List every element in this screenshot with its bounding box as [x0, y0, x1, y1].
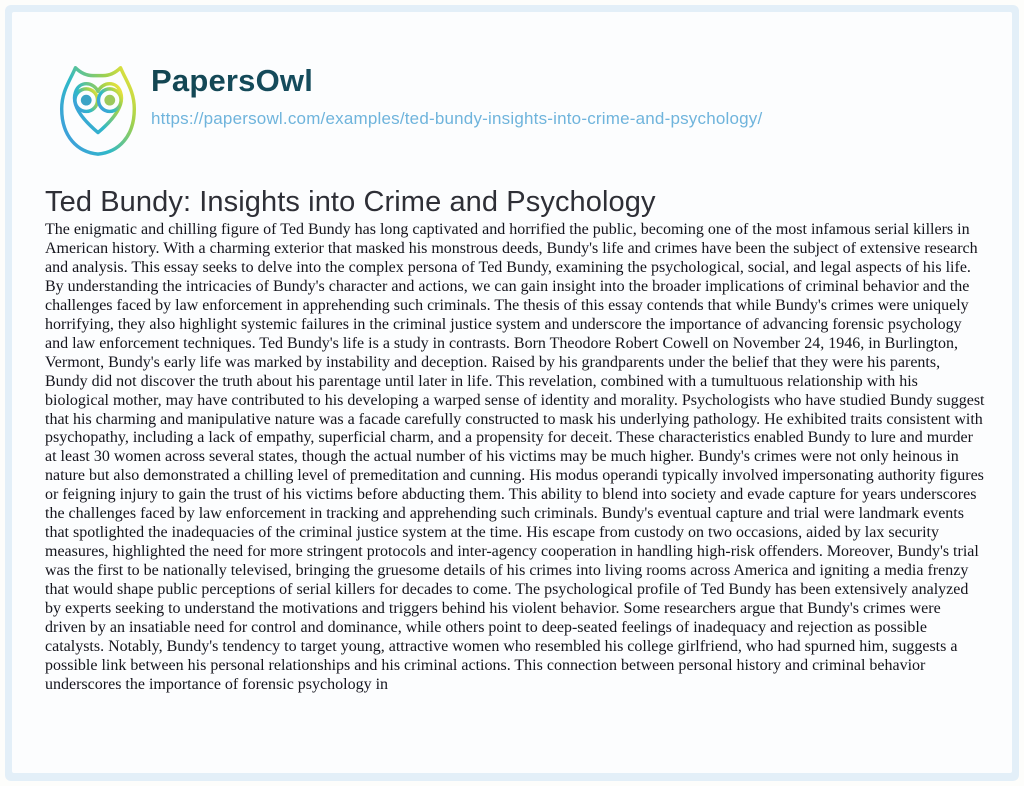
essay-page-card — [12, 12, 1012, 773]
essay-title: Ted Bundy: Insights into Crime and Psychology — [45, 186, 656, 219]
essay-body-text: The enigmatic and chilling figure of Ted Bundy has long captivated and horrified the public, becoming one of the most infamous serial killers in American history. With a charming exterior that masked his monstrous deeds, Bundy's life and crimes have been the subject of extensive research and analysis. This essay seeks to delve into the complex persona of Ted Bundy, examining the psychological, social, and legal aspects of his life. By understanding the intricacies of Bundy's character and actions, we can gain insight into the broader implications of criminal behavior and the challenges faced by law enforcement in apprehending such criminals. The thesis of this essay contends that while Bundy's crimes were uniquely horrifying, they also highlight systemic failures in the criminal justice system and underscore the importance of advancing forensic psychology and law enforcement techniques. Ted Bundy's life is a study in contrasts. Born Theodore Robert Cowell on November 24, 1946, in Burlington, Vermont, Bundy's early life was marked by instability and deception. Raised by his grandparents under the belief that they were his parents, Bundy did not discover the truth about his parentage until later in life. This revelation, combined with a tumultuous relationship with his biological mother, may have contributed to his developing a warped sense of identity and morality. Psychologists who have studied Bundy suggest that his charming and manipulative nature was a facade carefully constructed to mask his underlying pathology. He exhibited traits consistent with psychopathy, including a lack of empathy, superficial charm, and a propensity for deceit. These characteristics enabled Bundy to lure and murder at least 30 women across several states, though the actual number of his victims may be much higher. Bundy's crimes were not only heinous in nature but also demonstrated a chilling level of premeditation and cunning. His modus operandi typically involved impersonating authority figures or feigning injury to gain the trust of his victims before abducting them. This ability to blend into society and evade capture for years underscores the challenges faced by law enforcement in tracking and apprehending such criminals. Bundy's eventual capture and trial were landmark events that spotlighted the inadequacies of the criminal justice system at the time. His escape from custody on two occasions, aided by lax security measures, highlighted the need for more stringent protocols and inter-agency cooperation in handling high-risk offenders. Moreover, Bundy's trial was the first to be nationally televised, bringing the gruesome details of his crimes into living rooms across America and igniting a media frenzy that would shape public perceptions of serial killers for decades to come. The psychological profile of Ted Bundy has been extensively analyzed by experts seeking to understand the motivations and triggers behind his violent behavior. Some researchers argue that Bundy's crimes were driven by an insatiable need for control and dominance, while others point to deep-seated feelings of inadequacy and rejection as possible catalysts. Notably, Bundy's tendency to target young, attractive women who resembled his college girlfriend, who had spurned him, suggests a possible link between his personal relationships and his criminal actions. This connection between personal history and criminal behavior underscores the importance of forensic psychology in — [45, 221, 985, 693]
page-url-link[interactable]: https://papersowl.com/examples/ted-bundy-insights-into-crime-and-psychology/ — [151, 109, 763, 129]
brand-text-column — [151, 56, 762, 129]
papersowl-owl-logo-icon — [48, 56, 148, 160]
brand-header — [48, 56, 762, 160]
papersowl-wordmark: PapersOwl — [151, 64, 762, 98]
